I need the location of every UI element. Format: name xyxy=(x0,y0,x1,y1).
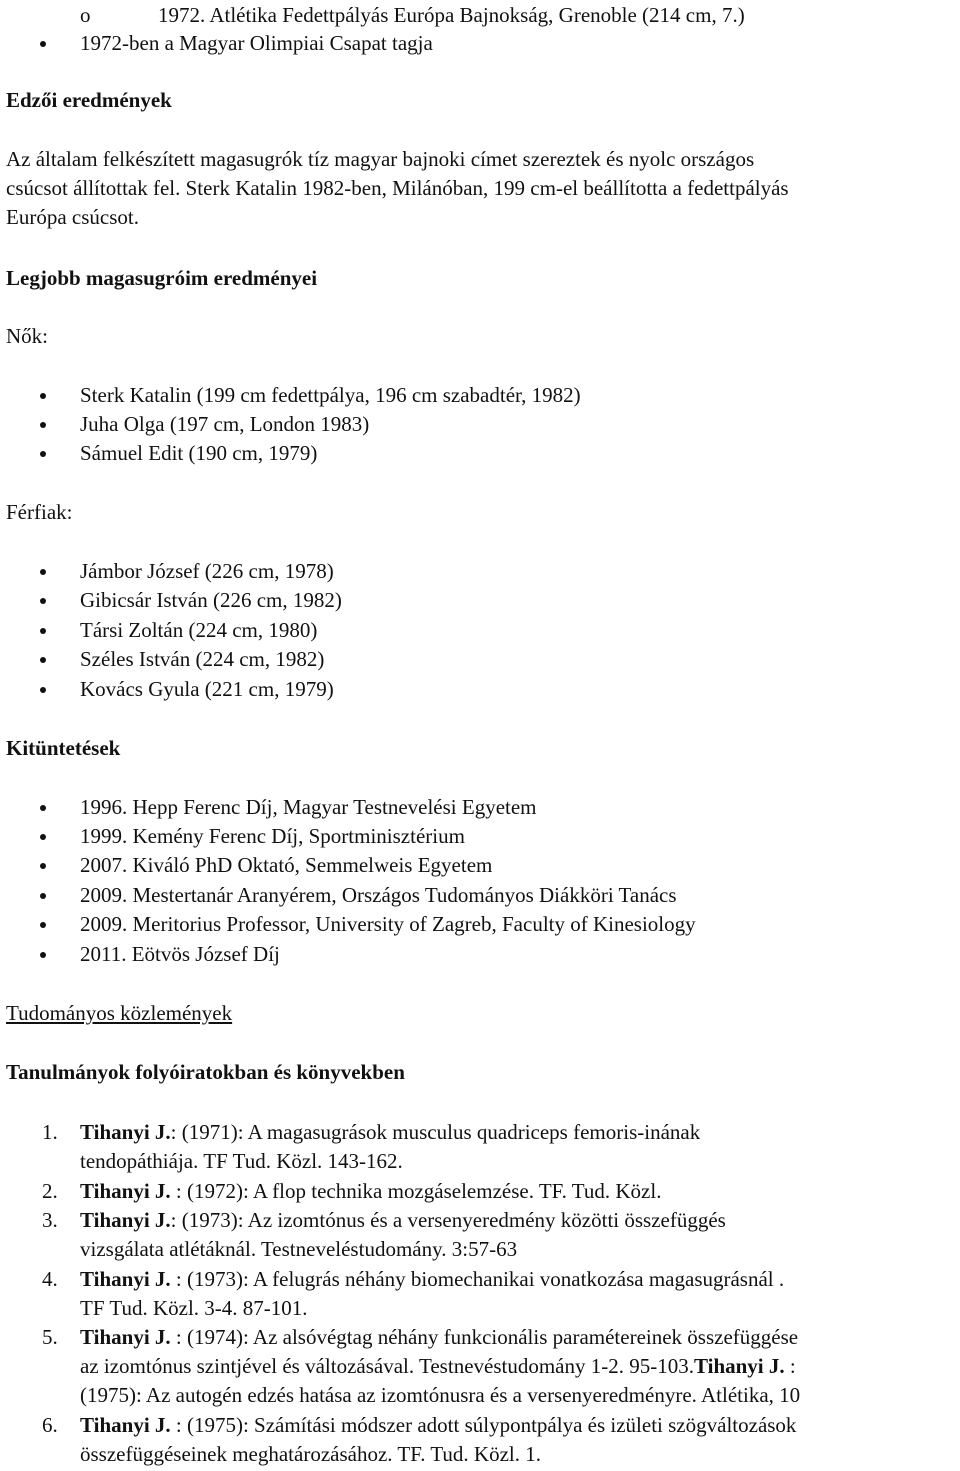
publication-text: összefüggéseinek meghatározásához. TF. Tud. Közl. 1. xyxy=(80,1442,542,1466)
list-item-text: 2007. Kiváló PhD Oktató, Semmelweis Egyetem xyxy=(80,853,493,877)
women-label: Nők: xyxy=(6,324,48,348)
list-item-text: 1972-ben a Magyar Olimpiai Csapat tagja xyxy=(80,31,433,55)
bullet-icon xyxy=(40,893,46,899)
publication-number: 2. xyxy=(42,1179,58,1203)
bullet-icon xyxy=(40,863,46,869)
list-item-text: Sterk Katalin (199 cm fedettpálya, 196 cm szabadtér, 1982) xyxy=(80,383,581,407)
publication-author: Tihanyi J. xyxy=(80,1208,171,1232)
circle-marker: o xyxy=(80,3,91,27)
publication-number: 1. xyxy=(42,1120,58,1144)
sub-list-item-text: 1972. Atlétika Fedettpályás Európa Bajnokság, Grenoble (214 cm, 7.) xyxy=(158,3,745,27)
bullet-icon xyxy=(40,41,46,47)
bullet-icon xyxy=(40,687,46,693)
publication-author: Tihanyi J. xyxy=(80,1179,171,1203)
bullet-icon xyxy=(40,393,46,399)
publication-author: Tihanyi J. xyxy=(80,1267,171,1291)
bullet-icon xyxy=(40,834,46,840)
bullet-icon xyxy=(40,628,46,634)
paragraph-line: Az általam felkészített magasugrók tíz magyar bajnoki címet szereztek és nyolc országos xyxy=(6,147,755,171)
publication-text: : (1972): A flop technika mozgáselemzése. TF. Tud. Közl. xyxy=(170,1179,662,1203)
bullet-icon xyxy=(40,922,46,928)
bullet-icon xyxy=(40,657,46,663)
publication-number: 4. xyxy=(42,1267,58,1291)
list-item-text: 1996. Hepp Ferenc Díj, Magyar Testnevelési Egyetem xyxy=(80,795,537,819)
bullet-icon xyxy=(40,598,46,604)
bullet-icon xyxy=(40,805,46,811)
list-item-text: Gibicsár István (226 cm, 1982) xyxy=(80,588,342,612)
publication-author: Tihanyi J. xyxy=(693,1354,785,1378)
list-item-text: 2009. Meritorius Professor, University of Zagreb, Faculty of Kinesiology xyxy=(80,912,696,936)
section-heading-best-jumpers: Legjobb magasugróim eredményei xyxy=(6,266,318,290)
bullet-icon xyxy=(40,451,46,457)
subsection-heading-journal-articles: Tanulmányok folyóiratokban és könyvekben xyxy=(6,1060,405,1084)
publication-author: Tihanyi J. xyxy=(80,1120,171,1144)
publication-text: : (1974): Az alsóvégtag néhány funkcionális paramétereinek összefüggése xyxy=(170,1325,799,1349)
bullet-icon xyxy=(40,569,46,575)
publication-text: : (1975): Számítási módszer adott súlypontpálya és izületi szögváltozások xyxy=(170,1413,797,1437)
coaching-paragraph xyxy=(6,145,956,232)
publication-text: tendopáthiája. TF Tud. Közl. 143-162. xyxy=(80,1149,403,1173)
paragraph-line: csúcsot állítottak fel. Sterk Katalin 1982-ben, Milánóban, 199 cm-el beállította a fedettpályás xyxy=(6,176,789,200)
list-item-text: 2011. Eötvös József Díj xyxy=(80,942,280,966)
list-item-text: Sámuel Edit (190 cm, 1979) xyxy=(80,441,318,465)
publication-text: : (1973): Az izomtónus és a versenyeredmény közötti összefüggés xyxy=(170,1208,726,1232)
bullet-icon xyxy=(40,422,46,428)
section-heading-coaching: Edzői eredmények xyxy=(6,88,172,112)
publication-author: Tihanyi J. xyxy=(80,1413,171,1437)
list-item-text: 2009. Mestertanár Aranyérem, Országos Tudományos Diákköri Tanács xyxy=(80,883,677,907)
men-label: Férfiak: xyxy=(6,500,73,524)
publication-number: 3. xyxy=(42,1208,58,1232)
bullet-icon xyxy=(40,952,46,958)
publication-text: TF Tud. Közl. 3-4. 87-101. xyxy=(80,1296,308,1320)
list-item-text: Társi Zoltán (224 cm, 1980) xyxy=(80,618,318,642)
publication-text: vizsgálata atlétáknál. Testneveléstudomány. 3:57-63 xyxy=(80,1237,518,1261)
list-item-text: Jámbor József (226 cm, 1978) xyxy=(80,559,334,583)
publication-text: az izomtónus szintjével és változásával. Testnevéstudomány 1-2. 95-103. xyxy=(80,1354,694,1378)
publication-author: Tihanyi J. xyxy=(80,1325,171,1349)
publication-text: : (1971): A magasugrások musculus quadriceps femoris-inának xyxy=(170,1120,701,1144)
list-item-text: Juha Olga (197 cm, London 1983) xyxy=(80,412,370,436)
publication-text: : xyxy=(784,1354,796,1378)
publication-text: (1975): Az autogén edzés hatása az izomtónusra és a versenyeredményre. Atlétika, 10 xyxy=(80,1383,801,1407)
publication-number: 6. xyxy=(42,1413,58,1437)
paragraph-line: Európa csúcsot. xyxy=(6,205,139,229)
section-heading-awards: Kitüntetések xyxy=(6,736,121,760)
list-item-text: Kovács Gyula (221 cm, 1979) xyxy=(80,677,334,701)
section-heading-publications: Tudományos közlemények xyxy=(6,1001,233,1025)
publication-text: : (1973): A felugrás néhány biomechanikai vonatkozása magasugrásnál . xyxy=(170,1267,785,1291)
list-item-text: Széles István (224 cm, 1982) xyxy=(80,647,325,671)
publication-number: 5. xyxy=(42,1325,58,1349)
list-item-text: 1999. Kemény Ferenc Díj, Sportminisztérium xyxy=(80,824,465,848)
